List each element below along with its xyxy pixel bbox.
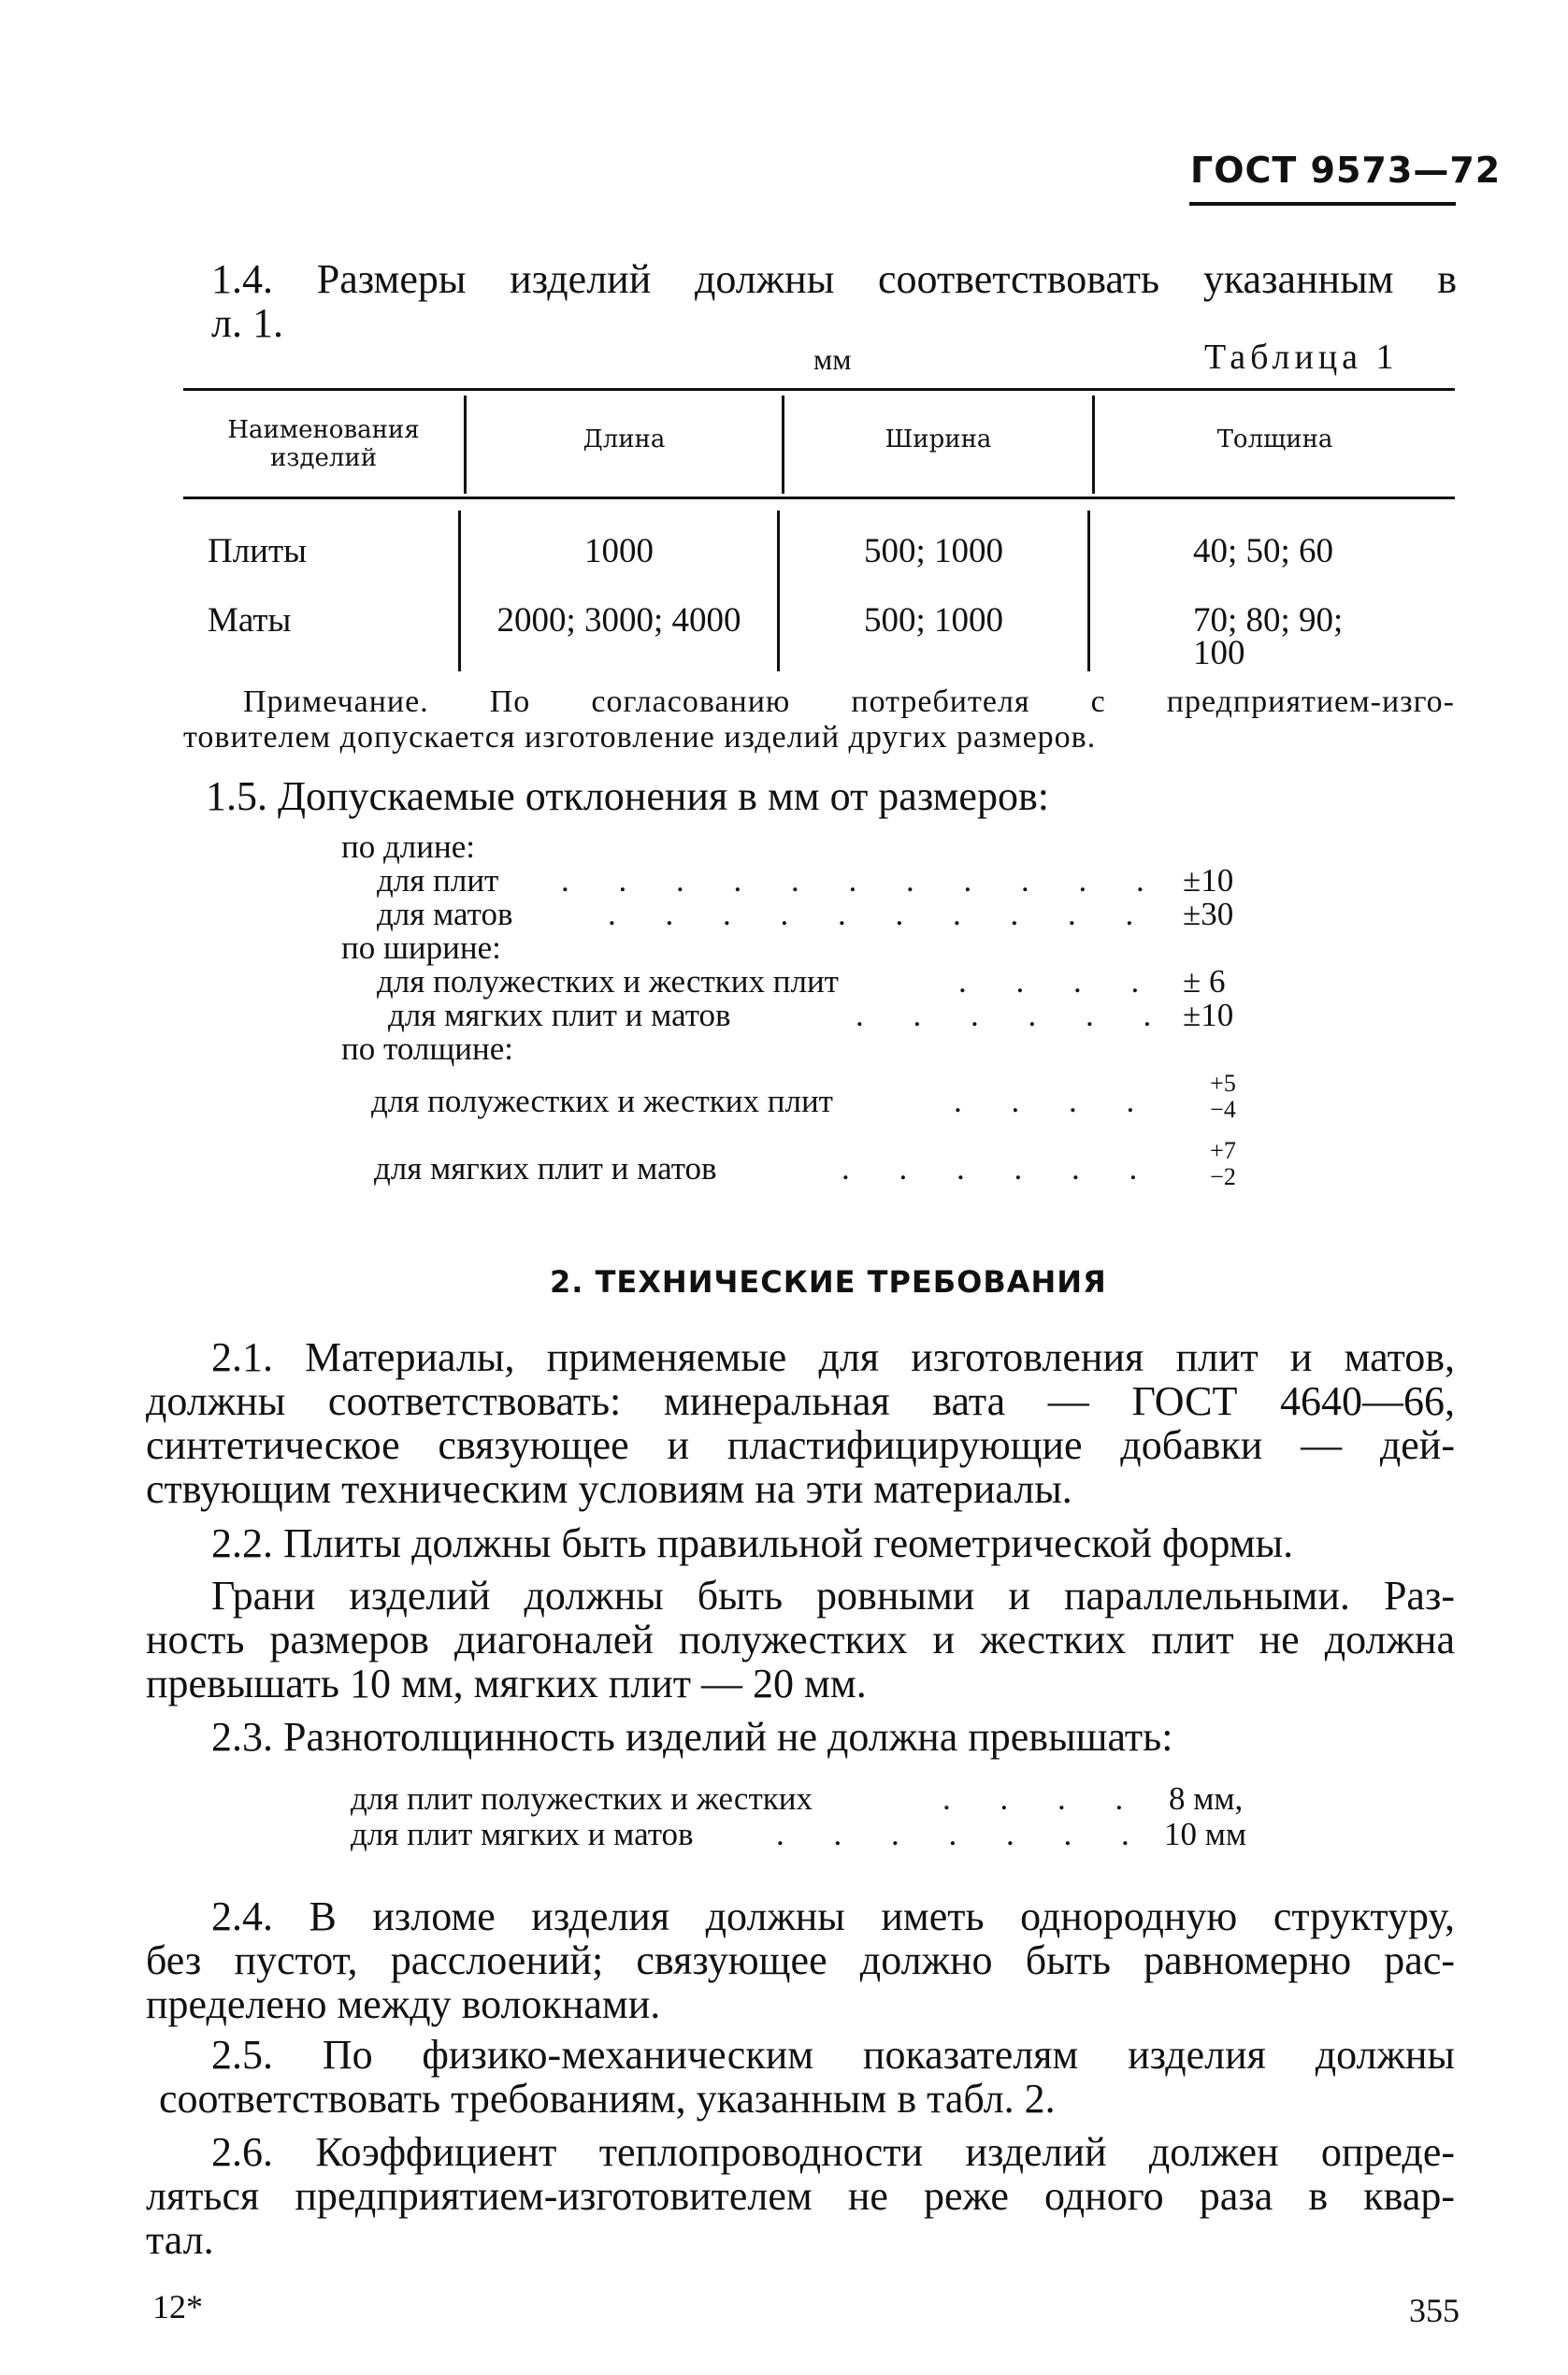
table-header-length: Длина [583, 425, 666, 453]
tolerance-plus: +7 [1210, 1137, 1236, 1164]
deviation-label: для мягких плит и матов [388, 997, 731, 1033]
tolerance-minus: −4 [1210, 1096, 1236, 1123]
paragraph-2-2b-line3: превышать 10 мм, мягких плит — 20 мм. [146, 1661, 867, 1706]
tolerance-fraction [1204, 1071, 1242, 1123]
variation-label: для плит полужестких и жестких [351, 1780, 813, 1817]
paragraph-2-4-line1: 2.4. В изломе изделия должны иметь однородную структуру, [211, 1893, 1455, 1939]
leader-dots: . . . . . . . . . . [608, 896, 1155, 932]
deviation-group-label: по длине: [341, 828, 475, 865]
table-units: мм [813, 342, 852, 376]
page-number: 355 [1409, 2292, 1460, 2329]
section-1-4-line1: 1.4. Размеры изделий должны соответствовать указанным в [211, 256, 1457, 302]
deviation-label: для полужестких и жестких плит [377, 963, 839, 1000]
variation-label: для плит мягких и матов [351, 1816, 694, 1852]
paragraph-2-5-line2: соответствовать требованиям, указанным в табл. 2. [159, 2076, 1056, 2122]
paragraph-2-2: 2.2. Плиты должны быть правильной геометрической формы. [211, 1520, 1294, 1566]
leader-dots: . . . . . . . [776, 1816, 1150, 1852]
section-2-title: 2. ТЕХНИЧЕСКИЕ ТРЕБОВАНИЯ [550, 1264, 1107, 1300]
leader-dots: . . . . [942, 1780, 1144, 1817]
table-header-name-line2: изделий [269, 444, 378, 472]
paragraph-2-1-line4: ствующим техническим условиям на эти материалы. [146, 1466, 1072, 1512]
deviation-group-label: по толщине: [341, 1030, 513, 1067]
note-line1: Примечание. По согласованию потребителя с предприятием-изго- [243, 684, 1455, 719]
table-cell-width: 500; 1000 [863, 532, 1004, 570]
deviation-label: для матов [377, 896, 513, 932]
deviation-group-label: по ширине: [341, 929, 501, 966]
paragraph-2-2b-line1: Грани изделий должны быть ровными и параллельными. Раз- [211, 1573, 1455, 1619]
paragraph-2-5-line1: 2.5. По физико-механическим показателям изделия должны [211, 2032, 1455, 2078]
signature-mark: 12* [152, 2288, 203, 2325]
table-cell-thickness-cont: 100 [1193, 634, 1245, 672]
paragraph-2-1-line1: 2.1. Материалы, применяемые для изготовления плит и матов, [211, 1334, 1455, 1380]
leader-dots: . . . . [954, 1083, 1156, 1119]
paragraph-2-6-line2: ляться предприятием-изготовителем не реже одного раза в квар- [146, 2173, 1455, 2219]
table-cell-thickness: 70; 80; 90; [1193, 601, 1344, 640]
deviation-label: для полужестких и жестких плит [371, 1083, 833, 1119]
tolerance-fraction [1204, 1138, 1242, 1190]
deviation-value: ±10 [1183, 997, 1234, 1033]
table-header-width: Ширина [885, 425, 992, 453]
paragraph-2-2b-line2: ность размеров диагоналей полужестких и жестких плит не должна [146, 1617, 1455, 1662]
table-cell-name: Плиты [208, 532, 308, 570]
leader-dots: . . . . . . [842, 1150, 1158, 1187]
section-1-4-line2: л. 1. [211, 300, 283, 346]
table-header-name-line1: Наименования [227, 416, 420, 444]
standard-header: ГОСТ 9573—72 [1190, 150, 1502, 191]
table-header-thickness: Толщина [1216, 425, 1333, 453]
tolerance-minus: −2 [1210, 1163, 1236, 1190]
table-top-rule [183, 388, 1455, 391]
variation-value: 8 мм, [1169, 1780, 1244, 1817]
deviation-label: для мягких плит и матов [374, 1150, 717, 1187]
leader-dots: . . . . . . [856, 997, 1172, 1033]
table-cell-width: 500; 1000 [863, 601, 1004, 640]
deviation-label: для плит [377, 862, 499, 899]
note-line2: товителем допускается изготовление изделий других размеров. [183, 720, 1097, 755]
table-cell-name: Маты [208, 601, 292, 640]
header-rule [1189, 202, 1456, 206]
table-caption: Таблица 1 [1204, 338, 1399, 377]
table-header-name [183, 416, 464, 472]
paragraph-2-4-line3: пределено между волокнами. [146, 1981, 661, 2027]
deviation-value: ±10 [1183, 862, 1234, 899]
table-cell-thickness: 40; 50; 60 [1193, 532, 1334, 570]
variation-value: 10 мм [1164, 1816, 1247, 1852]
paragraph-2-6-line1: 2.6. Коэффициент теплопроводности изделий должен опреде- [211, 2129, 1455, 2175]
paragraph-2-4-line2: без пустот, расслоений; связующее должно быть равномерно рас- [146, 1937, 1455, 1983]
tolerance-plus: +5 [1210, 1070, 1236, 1097]
leader-dots: . . . . . . . . . . . [561, 862, 1165, 899]
paragraph-2-6-line3: тал. [146, 2217, 214, 2263]
table-header-rule [183, 497, 1455, 499]
deviation-value: ±30 [1183, 896, 1234, 932]
table-cell-length: 2000; 3000; 4000 [496, 601, 741, 640]
paragraph-2-1-line2: должны соответствовать: минеральная вата — ГОСТ 4640—66, [146, 1378, 1455, 1424]
section-1-5-title: 1.5. Допускаемые отклонения в мм от размеров: [206, 773, 1049, 819]
paragraph-2-1-line3: синтетическое связующее и пластифицирующие добавки — дей- [146, 1422, 1455, 1468]
table-col-divider [1087, 511, 1090, 671]
table-cell-length: 1000 [584, 532, 654, 570]
leader-dots: . . . . [958, 963, 1160, 1000]
deviation-value: ± 6 [1183, 963, 1226, 1000]
paragraph-2-3: 2.3. Разнотолщинность изделий не должна превышать: [211, 1714, 1173, 1760]
